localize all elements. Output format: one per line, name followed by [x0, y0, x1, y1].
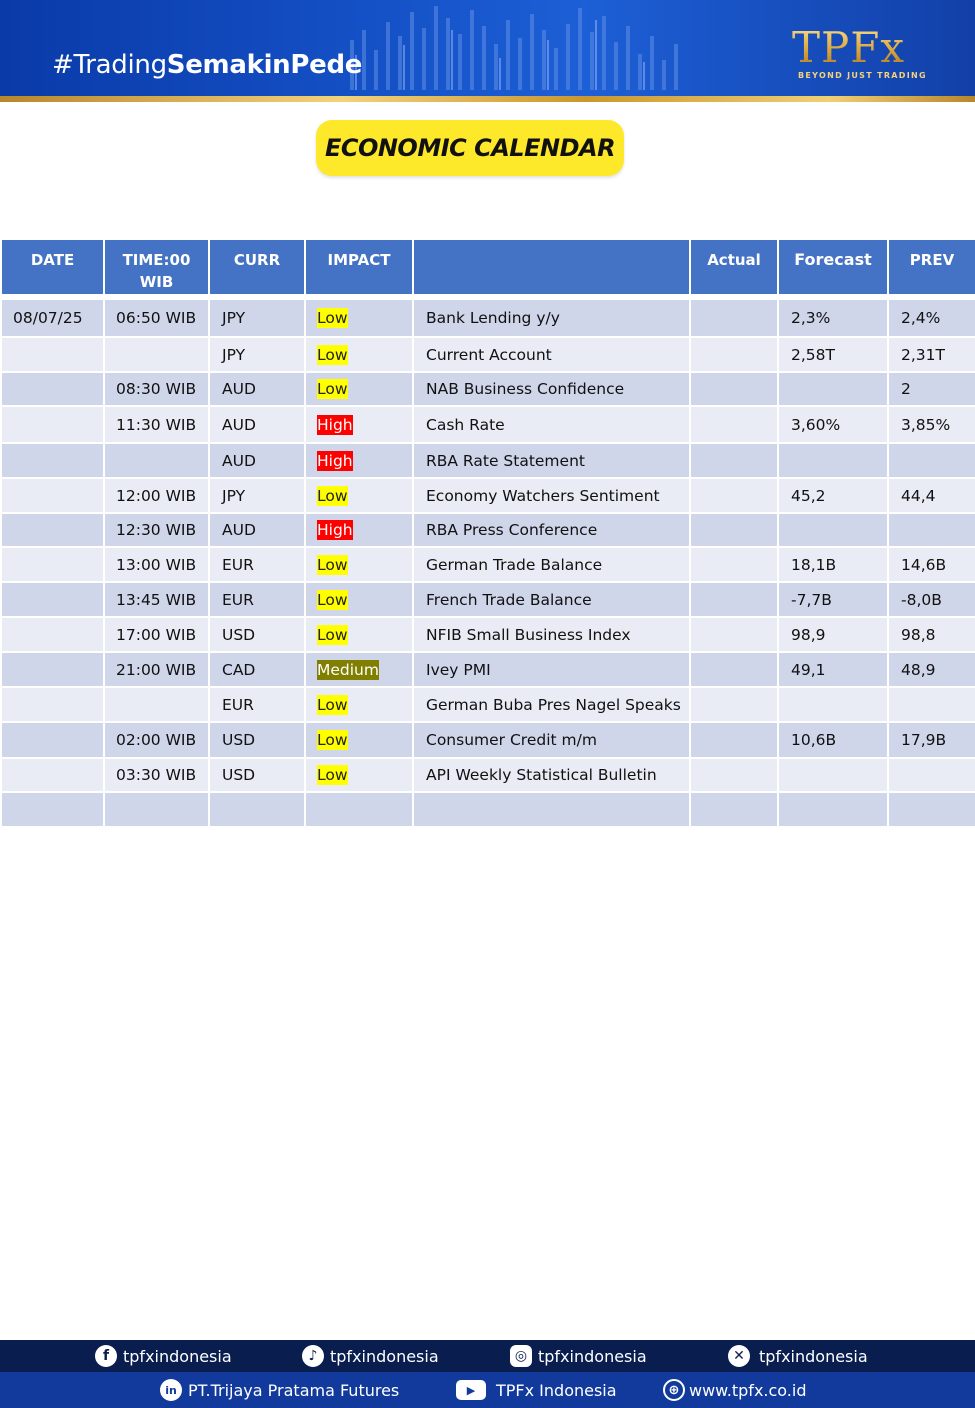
impact-badge: High: [317, 521, 353, 539]
table-row: [1, 722, 975, 758]
cell-currency: USD: [209, 617, 305, 652]
cell-date: [1, 372, 104, 406]
cell-event: French Trade Balance: [413, 582, 690, 617]
youtube-icon: ▶: [456, 1380, 486, 1400]
impact-badge: Low: [317, 309, 348, 327]
cell-date: [1, 758, 104, 792]
cell-date: [1, 478, 104, 513]
table-row: [1, 443, 975, 478]
table-row: [1, 299, 975, 337]
cell-currency: AUD: [209, 406, 305, 443]
table-header-row: [1, 239, 975, 295]
footer-tiktok-label: tpfxindonesia: [330, 1346, 439, 1366]
cell-time: 17:00 WIB: [104, 617, 209, 652]
cell-prev: 17,9B: [888, 722, 975, 758]
cell-forecast: [778, 792, 888, 827]
cell-time: [104, 443, 209, 478]
cell-currency: USD: [209, 722, 305, 758]
cell-time: 08:30 WIB: [104, 372, 209, 406]
logo-tagline: BEYOND JUST TRADING: [798, 71, 927, 80]
cell-event: Consumer Credit m/m: [413, 722, 690, 758]
cell-prev: 48,9: [888, 652, 975, 687]
impact-badge: High: [317, 415, 353, 434]
cell-currency: EUR: [209, 687, 305, 722]
cell-event: Bank Lending y/y: [413, 299, 690, 337]
cell-actual: [690, 513, 778, 547]
cell-currency: AUD: [209, 372, 305, 406]
hashtag-bold: SemakinPede: [166, 50, 363, 80]
footer-facebook-link[interactable]: [95, 1342, 232, 1370]
cell-event: RBA Press Conference: [413, 513, 690, 547]
col-header-forecast: Forecast: [778, 239, 888, 295]
impact-badge: Medium: [317, 660, 379, 679]
cell-prev: [888, 758, 975, 792]
impact-badge: Low: [317, 625, 348, 644]
col-header-impact: IMPACT: [305, 239, 413, 295]
col-header-event: [413, 239, 690, 295]
col-header-actual: Actual: [690, 239, 778, 295]
cell-actual: [690, 443, 778, 478]
table-row: [1, 337, 975, 372]
cell-date: 08/07/25: [1, 299, 104, 337]
col-header-date: DATE: [1, 239, 104, 295]
cell-actual: [690, 758, 778, 792]
col-header-prev: PREV: [888, 239, 975, 295]
cell-prev: 98,8: [888, 617, 975, 652]
facebook-icon: f: [95, 1345, 117, 1367]
chart-decoration-icon: [340, 0, 800, 96]
cell-impact: [305, 547, 413, 582]
impact-badge: High: [317, 451, 353, 470]
table-row: [1, 547, 975, 582]
footer-social-bar: [0, 1340, 975, 1372]
cell-actual: [690, 337, 778, 372]
hashtag-prefix: #Trading: [52, 50, 167, 80]
cell-event: Cash Rate: [413, 406, 690, 443]
cell-currency: EUR: [209, 582, 305, 617]
cell-time: [104, 337, 209, 372]
table-row: [1, 513, 975, 547]
cell-time: [104, 687, 209, 722]
cell-prev: 14,6B: [888, 547, 975, 582]
footer-facebook-label: tpfxindonesia: [123, 1346, 232, 1366]
cell-prev: 44,4: [888, 478, 975, 513]
cell-prev: [888, 687, 975, 722]
cell-prev: 2: [888, 372, 975, 406]
footer-x-label: tpfxindonesia: [759, 1346, 868, 1366]
footer-website-link[interactable]: [663, 1378, 806, 1402]
impact-badge: Low: [317, 345, 348, 364]
table-body: [1, 295, 975, 827]
cell-forecast: [778, 687, 888, 722]
cell-date: [1, 722, 104, 758]
cell-forecast: [778, 443, 888, 478]
cell-impact: [305, 478, 413, 513]
cell-forecast: 45,2: [778, 478, 888, 513]
footer-x-link[interactable]: [728, 1342, 868, 1370]
brand-logo: [792, 23, 932, 83]
col-header-time: TIME:00 WIB: [104, 239, 209, 295]
cell-forecast: 49,1: [778, 652, 888, 687]
footer-linkedin-label: PT.Trijaya Pratama Futures: [188, 1380, 400, 1400]
table-row: [1, 372, 975, 406]
cell-date: [1, 652, 104, 687]
footer-website-label: www.tpfx.co.id: [689, 1380, 807, 1400]
cell-date: [1, 617, 104, 652]
cell-prev: 2,31T: [888, 337, 975, 372]
cell-forecast: 3,60%: [778, 406, 888, 443]
cell-event: NAB Business Confidence: [413, 372, 690, 406]
cell-time: 13:45 WIB: [104, 582, 209, 617]
footer-youtube-link[interactable]: [456, 1378, 617, 1402]
cell-prev: [888, 792, 975, 827]
cell-prev: -8,0B: [888, 582, 975, 617]
table-row: [1, 652, 975, 687]
cell-prev: 3,85%: [888, 406, 975, 443]
cell-date: [1, 513, 104, 547]
cell-actual: [690, 582, 778, 617]
instagram-icon: ◎: [510, 1345, 532, 1367]
cell-impact: [305, 687, 413, 722]
cell-forecast: [778, 372, 888, 406]
cell-event: Economy Watchers Sentiment: [413, 478, 690, 513]
cell-prev: [888, 443, 975, 478]
cell-date: [1, 547, 104, 582]
cell-event: API Weekly Statistical Bulletin: [413, 758, 690, 792]
cell-impact: [305, 652, 413, 687]
cell-forecast: 10,6B: [778, 722, 888, 758]
cell-currency: JPY: [209, 478, 305, 513]
table-row: [1, 617, 975, 652]
cell-actual: [690, 687, 778, 722]
cell-impact: [305, 792, 413, 827]
table-row: [1, 687, 975, 722]
cell-prev: [888, 513, 975, 547]
cell-actual: [690, 299, 778, 337]
cell-actual: [690, 406, 778, 443]
impact-badge: Low: [317, 380, 348, 398]
cell-date: [1, 406, 104, 443]
x-icon: ✕: [728, 1345, 750, 1367]
cell-forecast: 18,1B: [778, 547, 888, 582]
cell-currency: EUR: [209, 547, 305, 582]
cell-impact: [305, 337, 413, 372]
cell-impact: [305, 443, 413, 478]
logo-wordmark: TPFx: [792, 27, 932, 69]
cell-impact: [305, 406, 413, 443]
footer-instagram-label: tpfxindonesia: [538, 1346, 647, 1366]
cell-currency: AUD: [209, 443, 305, 478]
cell-date: [1, 792, 104, 827]
table-row: [1, 792, 975, 827]
impact-badge: Low: [317, 590, 348, 609]
footer-youtube-label: TPFx Indonesia: [496, 1380, 617, 1400]
cell-currency: AUD: [209, 513, 305, 547]
table-row: [1, 478, 975, 513]
header-gold-stripe: [0, 96, 975, 102]
cell-forecast: [778, 758, 888, 792]
cell-time: 12:30 WIB: [104, 513, 209, 547]
cell-currency: JPY: [209, 299, 305, 337]
cell-actual: [690, 617, 778, 652]
cell-currency: USD: [209, 758, 305, 792]
cell-currency: [209, 792, 305, 827]
cell-date: [1, 443, 104, 478]
cell-forecast: [778, 513, 888, 547]
impact-badge: Low: [317, 486, 348, 505]
hashtag-slogan: [52, 50, 362, 80]
cell-forecast: -7,7B: [778, 582, 888, 617]
cell-actual: [690, 652, 778, 687]
cell-time: 02:00 WIB: [104, 722, 209, 758]
cell-event: German Buba Pres Nagel Speaks: [413, 687, 690, 722]
cell-impact: [305, 372, 413, 406]
linkedin-icon: in: [160, 1379, 182, 1401]
cell-forecast: 98,9: [778, 617, 888, 652]
title-badge: [316, 120, 624, 176]
cell-event: NFIB Small Business Index: [413, 617, 690, 652]
cell-impact: [305, 513, 413, 547]
impact-badge: Low: [317, 555, 348, 574]
cell-actual: [690, 478, 778, 513]
tiktok-icon: ♪: [302, 1345, 324, 1367]
cell-time: [104, 792, 209, 827]
cell-date: [1, 687, 104, 722]
cell-time: 06:50 WIB: [104, 299, 209, 337]
cell-impact: [305, 758, 413, 792]
cell-actual: [690, 547, 778, 582]
cell-actual: [690, 722, 778, 758]
cell-actual: [690, 792, 778, 827]
cell-forecast: 2,3%: [778, 299, 888, 337]
cell-time: 11:30 WIB: [104, 406, 209, 443]
table-row: [1, 758, 975, 792]
cell-date: [1, 582, 104, 617]
footer-contact-bar: [0, 1372, 975, 1408]
cell-event: Ivey PMI: [413, 652, 690, 687]
impact-badge: Low: [317, 766, 348, 784]
footer-instagram-link[interactable]: [510, 1342, 647, 1370]
cell-currency: JPY: [209, 337, 305, 372]
footer-tiktok-link[interactable]: [302, 1342, 439, 1370]
footer-linkedin-link[interactable]: [160, 1378, 399, 1402]
cell-event: RBA Rate Statement: [413, 443, 690, 478]
cell-event: German Trade Balance: [413, 547, 690, 582]
impact-badge: Low: [317, 695, 348, 714]
cell-time: 03:30 WIB: [104, 758, 209, 792]
col-header-currency: CURR: [209, 239, 305, 295]
table-row: [1, 582, 975, 617]
table-row: [1, 406, 975, 443]
cell-actual: [690, 372, 778, 406]
cell-event: [413, 792, 690, 827]
cell-impact: [305, 582, 413, 617]
cell-date: [1, 337, 104, 372]
economic-calendar-table: [0, 238, 975, 828]
cell-impact: [305, 299, 413, 337]
cell-currency: CAD: [209, 652, 305, 687]
header-banner: [0, 0, 975, 98]
cell-impact: [305, 617, 413, 652]
cell-event: Current Account: [413, 337, 690, 372]
cell-time: 12:00 WIB: [104, 478, 209, 513]
cell-time: 21:00 WIB: [104, 652, 209, 687]
page-title: ECONOMIC CALENDAR: [324, 134, 616, 162]
impact-badge: Low: [317, 731, 348, 749]
globe-icon: ⊕: [663, 1379, 685, 1401]
cell-forecast: 2,58T: [778, 337, 888, 372]
cell-prev: 2,4%: [888, 299, 975, 337]
cell-impact: [305, 722, 413, 758]
cell-time: 13:00 WIB: [104, 547, 209, 582]
